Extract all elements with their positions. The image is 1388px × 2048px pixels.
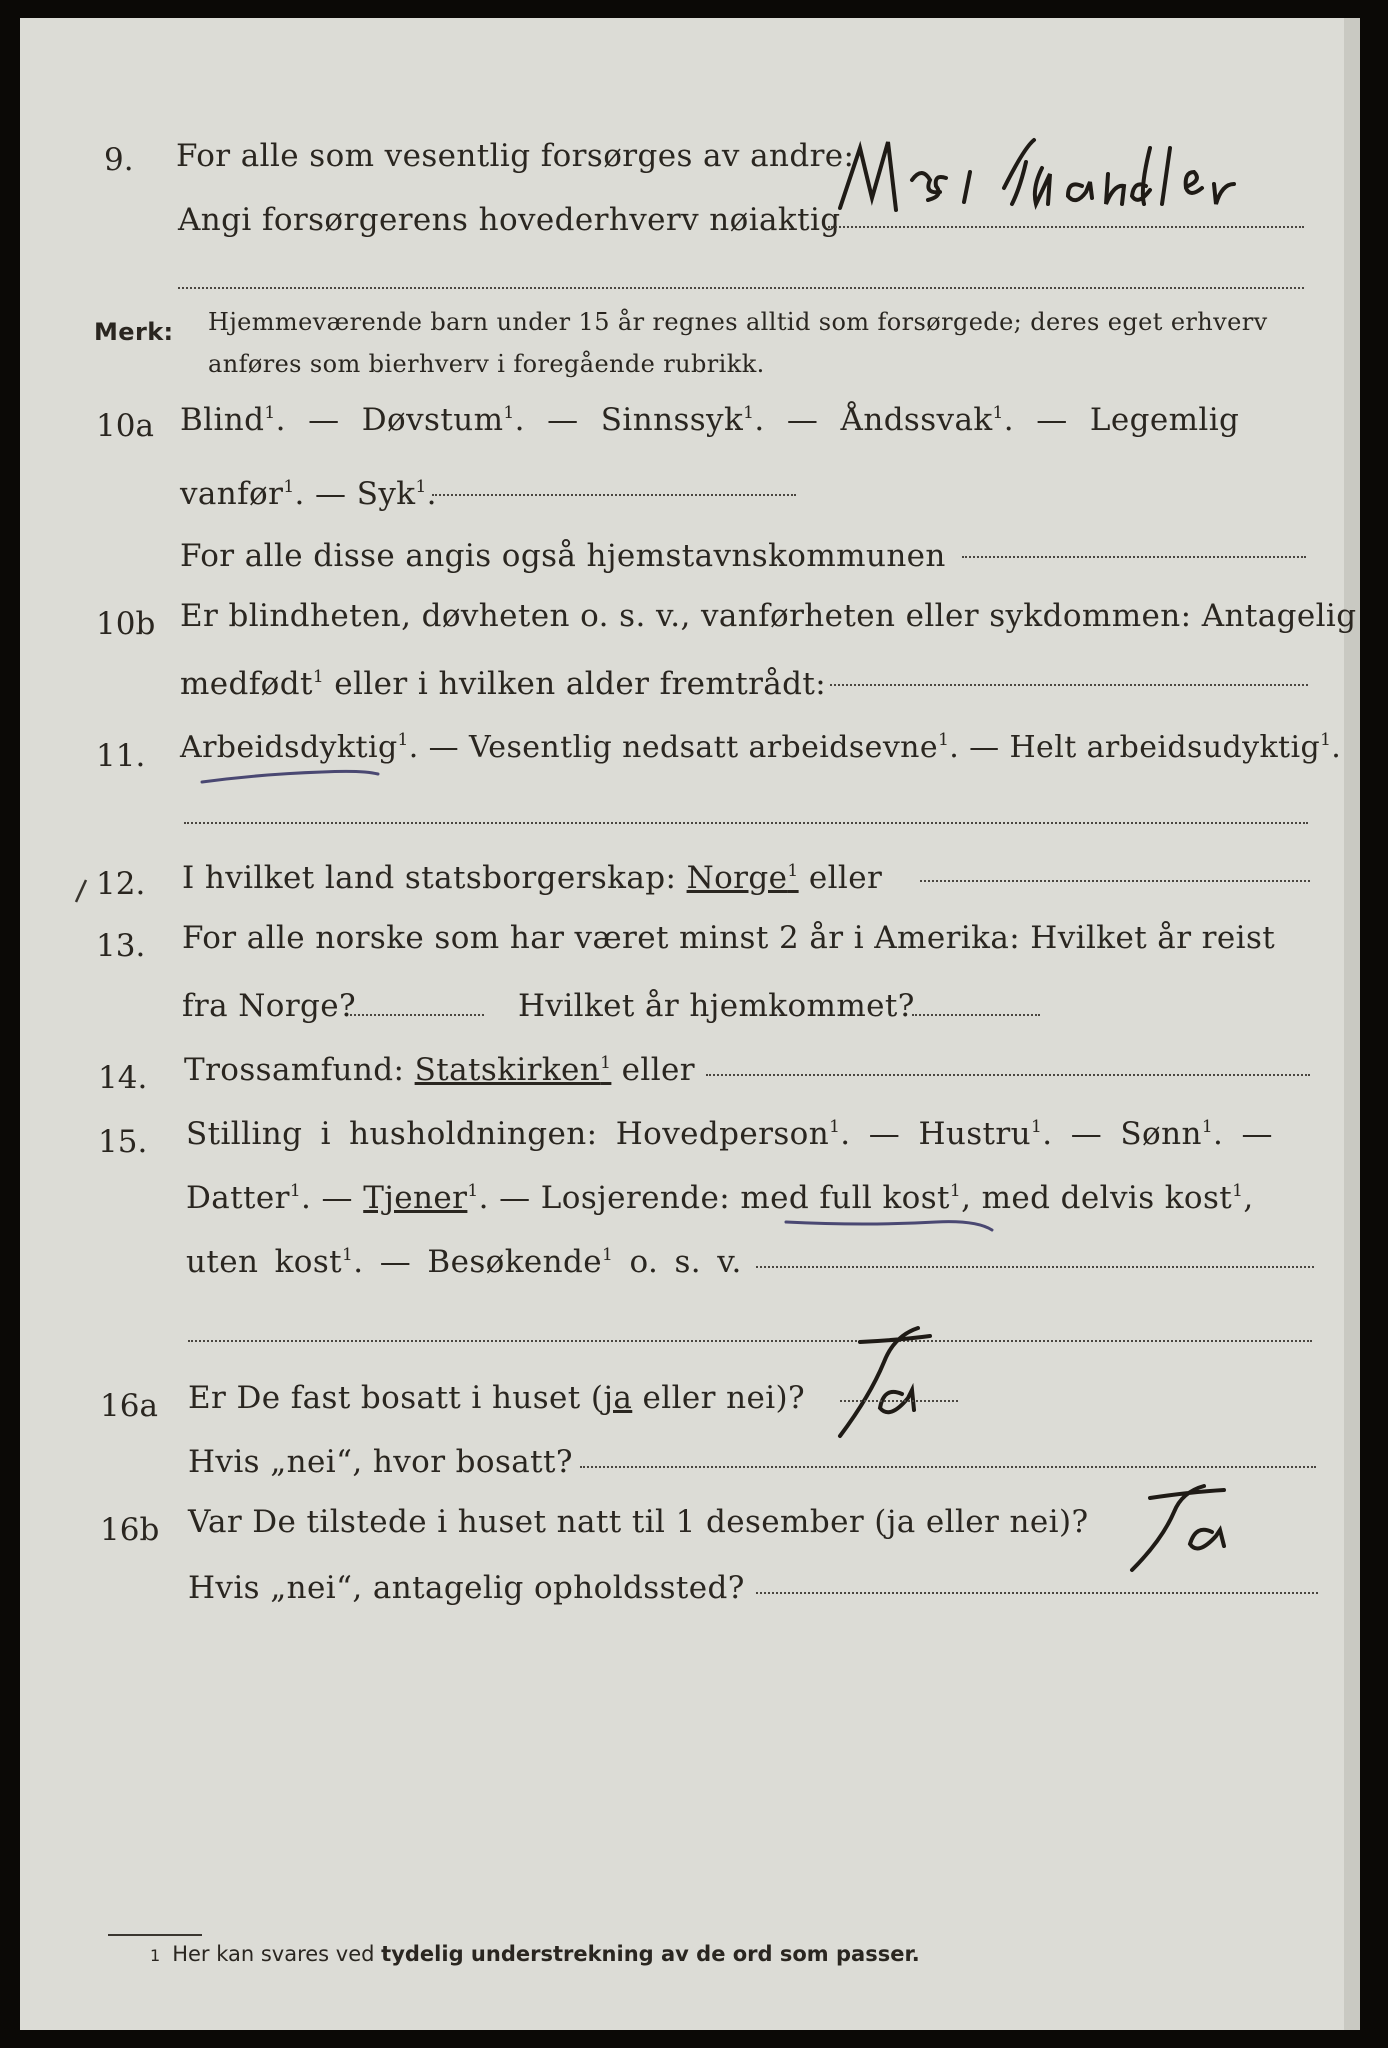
q10b-line1: Er blindheten, døvheten o. s. v., vanførheten eller sykdommen: Antagelig (180, 598, 1357, 634)
q15-line1: Stilling i husholdningen: Hovedperson$^1$. — Hustru$^1$. — Sønn$^1$. — (186, 1116, 1273, 1152)
q10a-hjemstavn-line (962, 556, 1306, 558)
q11-extra-line (184, 822, 1308, 824)
q13-hjemkommet-line (912, 1014, 1040, 1016)
q16a-answer-line (840, 1400, 958, 1402)
q11-number: 11. (96, 738, 146, 774)
footnote-bold: tydelig understrekning av de ord som passer. (381, 1942, 920, 1966)
q11-line1: Arbeidsdyktig$^1$. — Vesentlig nedsatt arbeidsevne$^1$. — Helt arbeidsudyktig$^1$. (180, 730, 1342, 765)
q15-line2: Datter$^1$. — Tjener$^1$. — Losjerende: med full kost$^1$, med delvis kost$^1$, (186, 1180, 1254, 1216)
q16a-line2: Hvis „nei“, hvor bosatt? (188, 1444, 573, 1480)
q10a-line1: Blind$^1$. — Døvstum$^1$. — Sinnssyk$^1$. — Åndssvak$^1$. — Legemlig (180, 402, 1240, 438)
q11-underline-mark (196, 760, 386, 790)
merk-label: Merk: (94, 318, 174, 346)
merk-line1: Hjemmeværende barn under 15 år regnes alltid som forsørgede; deres eget erhverv (208, 308, 1268, 336)
q10a-line3: For alle disse angis også hjemstavnskommunen (180, 538, 946, 574)
q9-line1: For alle som vesentlig forsørges av andre: (176, 138, 855, 174)
sheet-edge (1344, 18, 1360, 2030)
q9-line2: Angi forsørgerens hovederhverv nøiaktig (178, 202, 841, 238)
q14-answer-line (706, 1074, 1310, 1076)
q16a-line1: Er De fast bosatt i huset (ja eller nei)? (188, 1380, 806, 1416)
q10b-number: 10b (96, 606, 156, 642)
q15-number: 15. (98, 1124, 148, 1160)
footnote-mark: 1 (150, 1946, 161, 1965)
footnote-rule (108, 1934, 202, 1936)
q16a-number: 16a (100, 1388, 158, 1424)
merk-line2: anføres som bierhverv i foregående rubrikk. (208, 350, 765, 378)
q10a-number: 10a (96, 408, 154, 444)
q13-line2b: Hvilket år hjemkommet? (518, 988, 915, 1024)
q13-line1: For alle norske som har været minst 2 år i Amerika: Hvilket år reist (182, 920, 1276, 956)
q12-line1: I hvilket land statsborgerskap: Norge$^1$ eller (182, 860, 883, 896)
q10b-line2: medfødt$^1$ eller i hvilken alder fremtrådt: (180, 666, 827, 702)
footnote-text (150, 1942, 920, 1966)
q15-underline-mark (780, 1208, 1000, 1238)
q9-extra-line (178, 287, 1304, 289)
footnote-plain: Her kan svares ved (172, 1942, 375, 1966)
q15-line3: uten kost$^1$. — Besøkende$^1$ o. s. v. (186, 1244, 742, 1280)
q13-line2a: fra Norge? (182, 988, 357, 1024)
q12-number: 12. (96, 866, 146, 902)
q16b-line1: Var De tilstede i huset natt til 1 desember (ja eller nei)? (188, 1504, 1089, 1540)
q13-reist-line (350, 1014, 484, 1016)
q13-number: 13. (96, 928, 146, 964)
q10a-syk-line (432, 494, 796, 496)
q16b-line2: Hvis „nei“, antagelig opholdssted? (188, 1570, 745, 1606)
q16a-bosatt-line (580, 1466, 1316, 1468)
q12-answer-line (920, 880, 1310, 882)
q10b-answer-line (830, 684, 1308, 686)
check-mark (72, 876, 92, 906)
q16b-number: 16b (100, 1512, 160, 1548)
q15-answer-line (756, 1266, 1314, 1268)
q9-handwritten-answer (820, 128, 1320, 238)
q14-line1: Trossamfund: Statskirken$^1$ eller (184, 1052, 695, 1088)
q9-number: 9. (104, 142, 134, 178)
q15-extra-line (188, 1340, 1312, 1342)
q16b-handwritten-answer (1120, 1480, 1280, 1580)
q10a-line2: vanfør$^1$. — Syk$^1$. (180, 476, 437, 512)
q16b-opholdssted-line (756, 1592, 1318, 1594)
q16a-handwritten-answer (820, 1320, 970, 1450)
q14-number: 14. (98, 1060, 148, 1096)
